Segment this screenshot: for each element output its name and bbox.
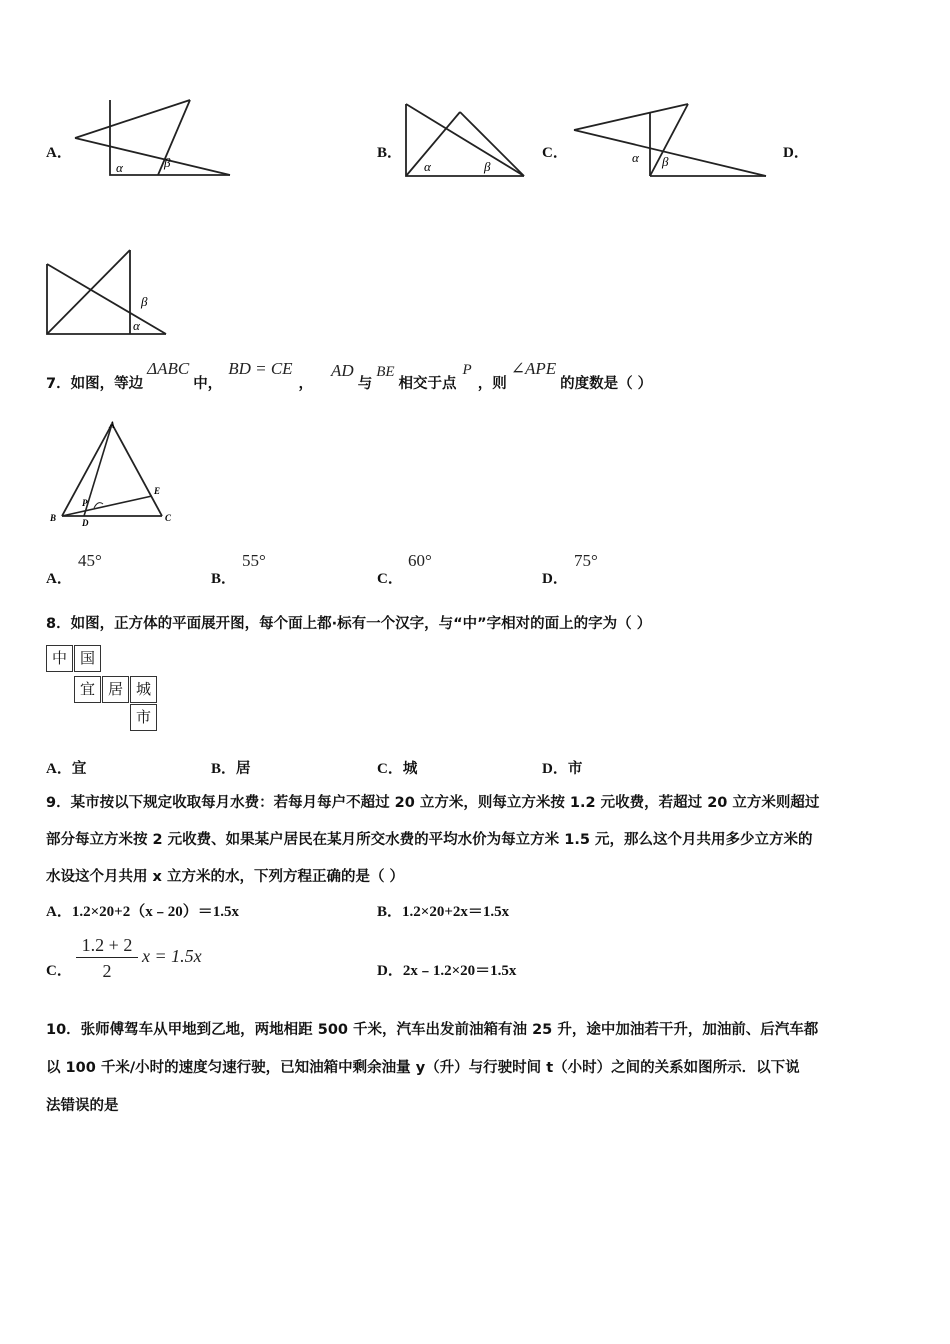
alpha-label: α bbox=[133, 318, 140, 333]
q6-figure-d bbox=[44, 246, 174, 338]
q9-option-a: A．1.2×20+2（x﹣20）＝1.5x bbox=[46, 904, 239, 920]
q6-figure-c bbox=[570, 100, 770, 180]
q7-stem: 7．如图，等边ΔABC中，BD = CE，AD与BE相交于点P，则∠APE的度数是（ ） bbox=[46, 359, 653, 392]
cube-net bbox=[46, 645, 158, 735]
q9-option-c-label: C． bbox=[46, 963, 72, 979]
point-p-label: P bbox=[82, 498, 88, 508]
alpha-label: α bbox=[632, 150, 639, 165]
beta-label: β bbox=[164, 155, 171, 170]
q10-stem-line2: 以 100 千米/小时的速度匀速行驶，已知油箱中剩余油量 y（升）与行驶时间 t（小时）之间的关系如图所示．以下说 bbox=[46, 1060, 800, 1076]
cube-face-yi: 宜 bbox=[74, 676, 101, 703]
q6-option-d-label: D． bbox=[783, 145, 809, 161]
point-d-label: D bbox=[82, 518, 89, 528]
point-a-label: A bbox=[109, 420, 116, 430]
q6-option-b-label: B． bbox=[377, 145, 403, 161]
beta-label: β bbox=[662, 154, 669, 169]
q6-figure-a bbox=[60, 95, 240, 185]
q6-option-a-label: A． bbox=[46, 145, 72, 161]
fraction: 1.2 + 2 2 bbox=[76, 934, 138, 983]
cube-face-zhong: 中 bbox=[46, 645, 73, 672]
q10-stem-line1: 10．张师傅驾车从甲地到乙地，两地相距 500 千米，汽车出发前油箱有油 25 升，途中加油若干升，加油前、后汽车都 bbox=[46, 1022, 819, 1038]
point-c-label: C bbox=[165, 513, 172, 523]
alpha-label: α bbox=[424, 159, 431, 174]
q9-stem-line2: 部分每立方米按 2 元收费、如果某户居民在某月所交水费的平均水价为每立方米 1.5 元，那么这个月共用多少立方米的 bbox=[46, 832, 813, 848]
cube-face-guo: 国 bbox=[74, 645, 101, 672]
q8-stem: 8．如图，正方体的平面展开图，每个面上都·标有一个汉字，与“中”字相对的面上的字为（ ） bbox=[46, 616, 652, 632]
q10-stem-line3: 法错误的是 bbox=[46, 1098, 119, 1114]
q6-option-c-label: C． bbox=[542, 145, 568, 161]
q9-stem-line3: 水设这个月共用 x 立方米的水，下列方程正确的是（ ） bbox=[46, 869, 404, 885]
beta-label: β bbox=[484, 159, 491, 174]
fraction-bar bbox=[76, 957, 138, 958]
alpha-label: α bbox=[116, 160, 123, 175]
q7-triangle-figure bbox=[46, 418, 186, 530]
q6-figure-b bbox=[400, 100, 530, 180]
cube-face-ju: 居 bbox=[102, 676, 129, 703]
q9-option-d: D．2x﹣1.2×20＝1.5x bbox=[377, 963, 517, 979]
beta-label: β bbox=[141, 294, 148, 309]
point-e-label: E bbox=[154, 486, 161, 496]
cube-face-shi: 市 bbox=[130, 704, 157, 731]
q9-option-b: B．1.2×20+2x＝1.5x bbox=[377, 904, 510, 920]
cube-face-cheng: 城 bbox=[130, 676, 157, 703]
point-b-label: B bbox=[50, 513, 57, 523]
q9-stem-line1: 9．某市按以下规定收取每月水费：若每月每户不超过 20 立方米，则每立方米按 1.2 元收费，若超过 20 立方米则超过 bbox=[46, 795, 820, 811]
